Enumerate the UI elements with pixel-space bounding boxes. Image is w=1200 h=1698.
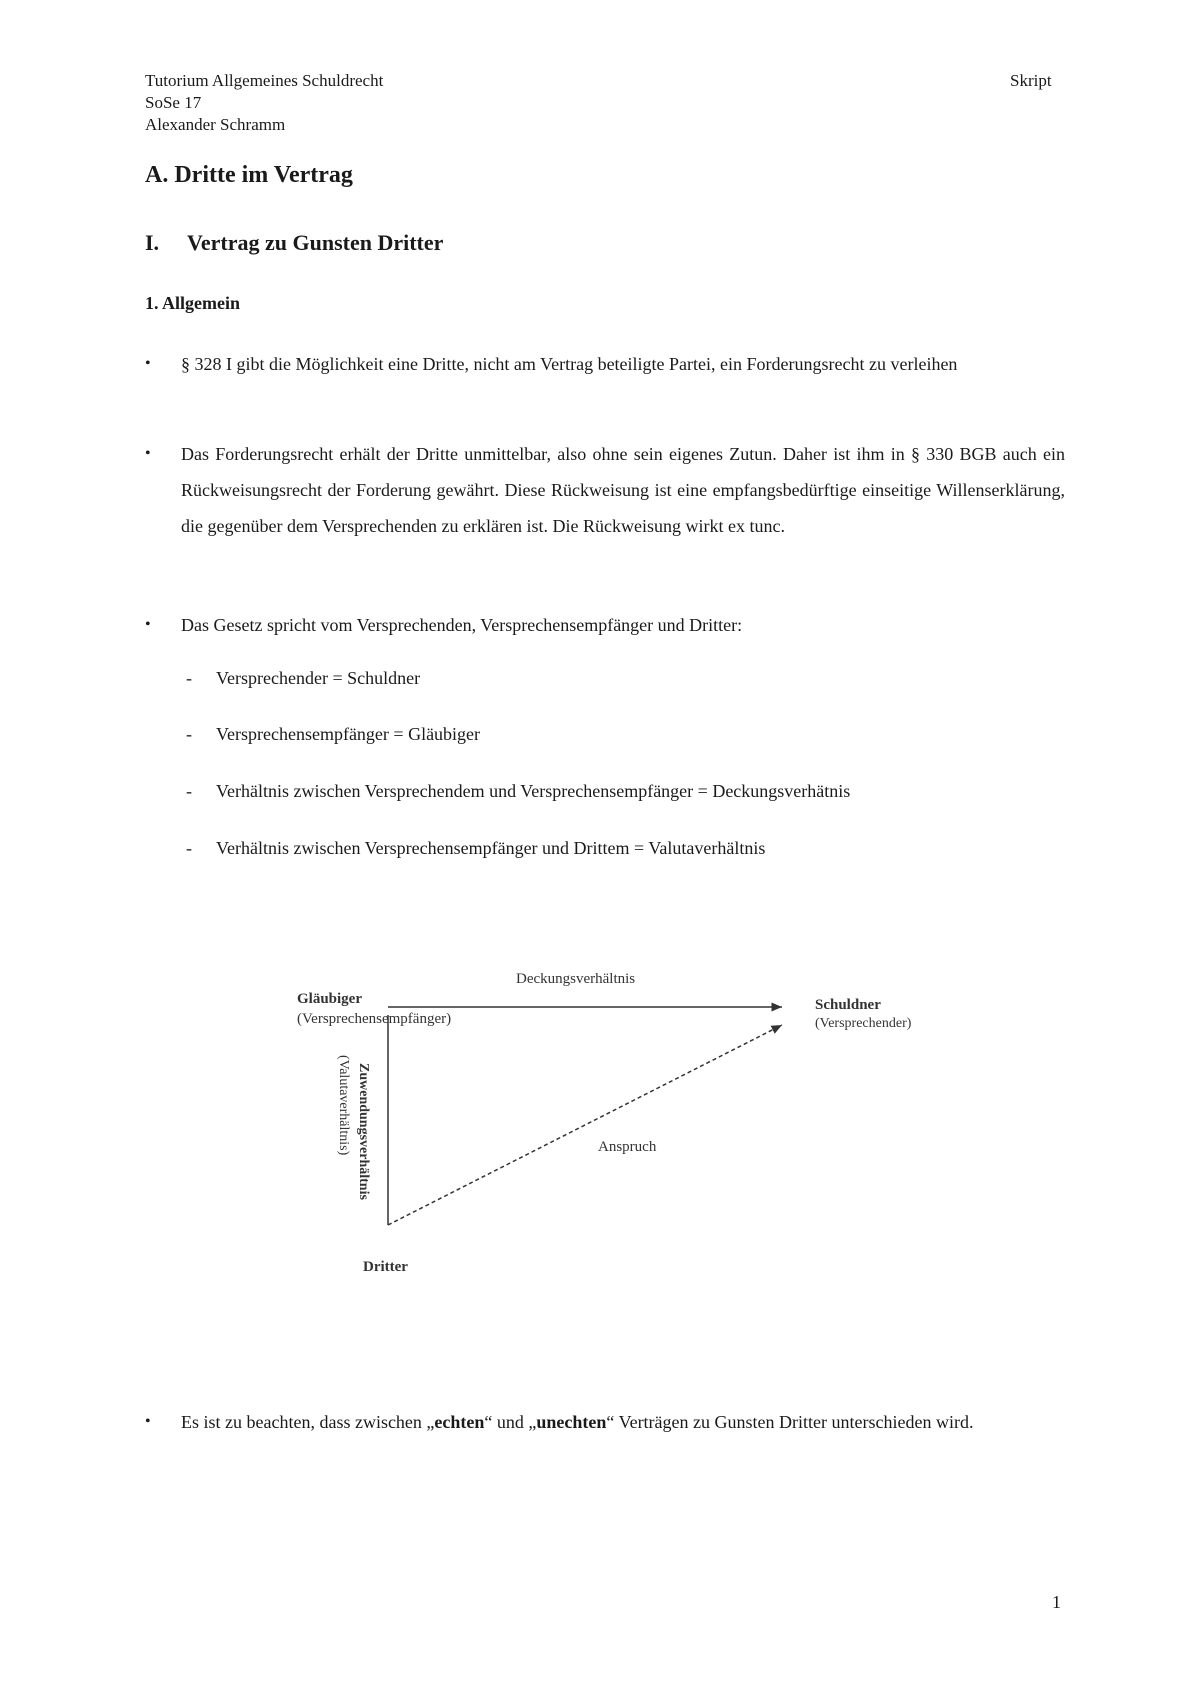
glaeubiger-sub-label: (Versprechensempfänger)	[297, 1011, 452, 1027]
heading-1: 1. Allgemein	[145, 293, 240, 313]
bullet-text-3: Das Gesetz spricht vom Versprechenden, Versprechensempfänger und Dritter:	[181, 615, 743, 635]
dash-item: - Versprechender = Schuldner	[186, 668, 421, 688]
list-item	[145, 1404, 1065, 1440]
dash-text-3: Verhältnis zwischen Versprechendem und Versprechensempfänger = Deckungsverhätnis	[216, 781, 851, 801]
list-item	[145, 436, 1065, 544]
dash-item: - Verhältnis zwischen Versprechensempfänger und Drittem = Valutaverhältnis	[186, 838, 766, 858]
list-item	[145, 607, 1065, 643]
header-term: SoSe 17	[145, 93, 202, 112]
bullet-text-4	[181, 1404, 1065, 1440]
header-course: Tutorium Allgemeines Schuldrecht	[145, 71, 384, 90]
dash-text-2: Versprechensempfänger = Gläubiger	[216, 724, 481, 744]
deckung-label: Deckungsverhältnis	[516, 971, 636, 987]
dash-item: - Versprechensempfänger = Gläubiger	[186, 724, 481, 744]
glaeubiger-label: Gläubiger	[297, 991, 363, 1007]
bullet-4-unechten: unechten	[536, 1412, 607, 1432]
header-author: Alexander Schramm	[145, 115, 286, 134]
bullet-4-pre: Es ist zu beachten, dass zwischen „	[181, 1412, 435, 1432]
anspruch-arrow	[388, 1025, 782, 1225]
bullet-4-post: “ Verträgen zu Gunsten Dritter unterschieden wird.	[606, 1412, 974, 1432]
bullet-icon: •	[145, 616, 151, 633]
zuwendung-label: Zuwendungsverhältnis	[356, 1063, 371, 1200]
bullet-icon: •	[145, 355, 151, 372]
header-doc-type: Skript	[1010, 71, 1052, 90]
heading-i-text: Vertrag zu Gunsten Dritter	[187, 230, 444, 255]
schuldner-sub-label: (Versprechender)	[815, 1016, 912, 1031]
bullet-icon: •	[145, 445, 151, 462]
bullet-icon: •	[145, 1413, 151, 1430]
heading-a: A. Dritte im Vertrag	[145, 162, 353, 188]
third-party-contract-diagram	[290, 955, 950, 1285]
dash-text-1: Versprechender = Schuldner	[216, 668, 421, 688]
bullet-text-2: Das Forderungsrecht erhält der Dritte unmittelbar, also ohne sein eigenes Zutun. Daher ist ihm in § 330 BGB auch ein Rückweisungsrecht der Forderung gewährt. Diese Rückweisung ist eine empfangsbedürftige einseitige Willenserklärung, die gegenüber dem Versprechenden zu erklären ist. Die Rückweisung wirkt ex tunc.	[181, 444, 1065, 536]
bullet-4-echten: echten	[434, 1412, 485, 1432]
heading-i-number: I.	[145, 230, 160, 255]
page-number: 1	[1052, 1592, 1061, 1612]
dash-text-4: Verhältnis zwischen Versprechensempfänger und Drittem = Valutaverhältnis	[216, 838, 766, 858]
bullet-4-mid: “ und „	[484, 1412, 537, 1432]
schuldner-label: Schuldner	[815, 997, 881, 1013]
list-item	[145, 346, 1065, 382]
heading-i	[145, 230, 443, 256]
anspruch-label: Anspruch	[598, 1139, 657, 1155]
page-header	[145, 70, 383, 136]
dritter-label: Dritter	[363, 1259, 408, 1275]
valuta-label: (Valutaverhältnis)	[336, 1055, 351, 1156]
dash-item: - Verhältnis zwischen Versprechendem und Versprechensempfänger = Deckungsverhätnis	[186, 781, 851, 801]
bullet-text-1: § 328 I gibt die Möglichkeit eine Dritte, nicht am Vertrag beteiligte Partei, ein Forderungsrecht zu verleihen	[181, 354, 958, 374]
